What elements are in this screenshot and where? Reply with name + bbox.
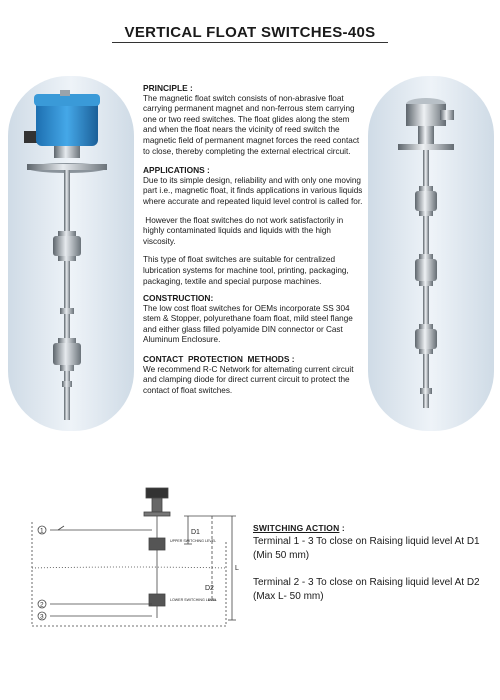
flange-shape: [398, 144, 454, 150]
flange-shape: [27, 164, 107, 170]
upper-float-shape: [53, 236, 81, 256]
title-underline: [112, 42, 388, 43]
terminal-2-label: 2: [40, 601, 44, 609]
switching-action-heading: SWITCHING ACTION :: [253, 523, 345, 533]
applications-text-2: However the float switches do not work satisfactorily in highly contaminated liquids and liquids with the high viscosity.: [143, 215, 346, 246]
lower-level-label: LOWER SWITCHING LEVEL: [170, 598, 217, 602]
d1-label: D1: [191, 529, 200, 536]
contact-protection-heading: CONTACT PROTECTION METHODS :: [143, 354, 295, 365]
construction-text: The low cost float switches for OEMs incorporate SS 304 stem & Stopper, polyurethane foam float, mild steel flange and either glass filled polyamide DIN connector or Cast Aluminum Enclosure.: [143, 303, 353, 345]
l-label: L: [235, 565, 239, 572]
d2-label: D2: [205, 585, 214, 592]
switching-action-item-1: Terminal 1 - 3 To close on Raising liquid level At D1 (Min 50 mm): [253, 536, 480, 561]
terminal-1-label: 1: [40, 527, 44, 535]
float-switch-schematic: [28, 482, 248, 637]
upper-level-label: UPPER SWITCHING LEVEL: [170, 539, 217, 543]
contact-protection-text: We recommend R-C Network for alternating current circuit and clamping diode for direct current circuit to protect the contact of float switches.: [143, 364, 354, 395]
page-title: VERTICAL FLOAT SWITCHES-40S: [124, 24, 376, 41]
description-column: [143, 83, 365, 404]
applications-text-1: Due to its simple design, reliability and with only one moving part i.e., magnetic float, it finds applications in various liquids where accurate and repeated liquid level control is called for.: [143, 175, 363, 206]
lower-float-shape: [53, 343, 81, 365]
tank-outline: [32, 522, 226, 626]
applications-text-3: This type of float switches are suitable for centralized lubrication systems for machine tool, printing, packaging, packaging, textile and special purpose machines.: [143, 255, 349, 286]
terminal-3-label: 3: [40, 613, 44, 621]
product-image-blue-enclosure: [8, 76, 134, 431]
cable-gland-shape: [24, 131, 38, 143]
upper-float-mark: [149, 538, 165, 550]
principle-text: The magnetic float switch consists of non-abrasive float carrying permanent magnet and non-ferrous stem carrying one or two reed switches. The float glides along the stem and when the float nears the vicinity of reed switch the magnetic field of permanent magnet forces the reed contact to close, thereby completing the external electrical circuit.: [143, 93, 360, 156]
switching-action-block: [253, 518, 493, 602]
applications-heading: APPLICATIONS :: [143, 165, 210, 176]
principle-heading: PRINCIPLE :: [143, 83, 193, 93]
product-image-aluminium-enclosure: [368, 76, 494, 431]
switching-action-item-2: Terminal 2 - 3 To close on Raising liquid level At D2 (Max L- 50 mm): [253, 577, 480, 602]
construction-heading: CONSTRUCTION:: [143, 293, 214, 304]
